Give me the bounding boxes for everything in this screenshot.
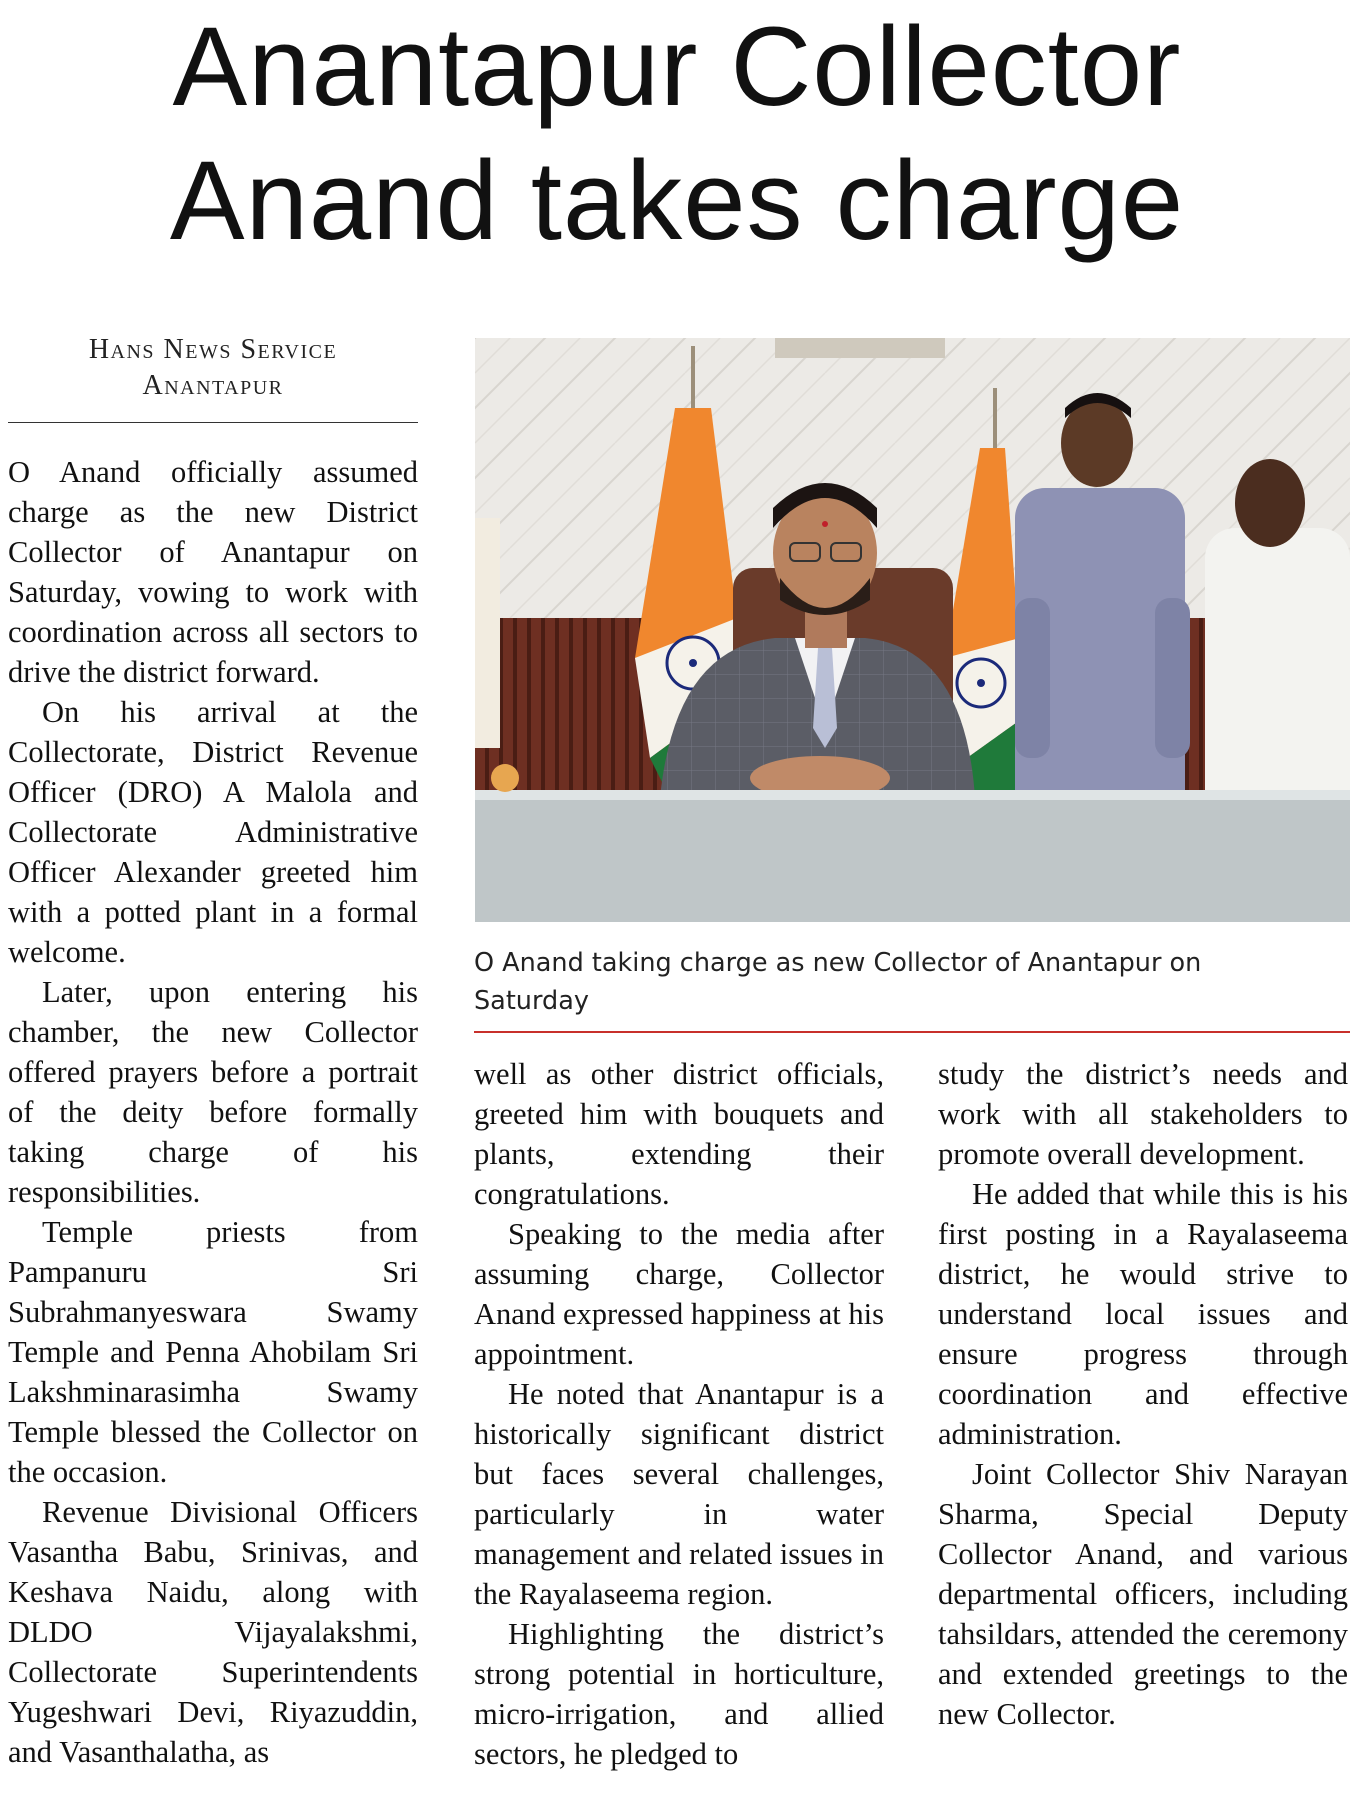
byline-divider (8, 422, 418, 423)
paragraph: O Anand officially assumed charge as the new District Collector of Anantapur on Saturday, vowing to work with coordination across all sectors to drive the district forward. (8, 455, 418, 689)
byline-location: Anantapur (142, 370, 284, 401)
paragraph: Highlighting the district’s strong potential in horticulture, micro-irrigation, and allied sectors, he pledged to (474, 1617, 884, 1771)
article-photo (475, 338, 1350, 922)
article-column-3 (938, 1054, 1348, 1814)
photo-caption: O Anand taking charge as new Collector of Anantapur on Saturday (474, 948, 1202, 1016)
photo-illustration (475, 338, 1350, 922)
article-column-1 (8, 452, 418, 1814)
paragraph: Revenue Divisional Officers Vasantha Babu, Srinivas, and Keshava Naidu, along with DLDO Vijayalakshmi, Collectorate Superintendents Yugeshwari Devi, Riyazuddin, and Vasanthalatha, as (8, 1495, 418, 1769)
caption-divider (474, 1031, 1350, 1033)
headline-line-1: Anantapur Collector (172, 4, 1182, 129)
paragraph: He noted that Anantapur is a historically significant district but faces several challenges, particularly in water management and related issues in the Rayalaseema region. (474, 1377, 884, 1611)
byline (8, 332, 418, 404)
paragraph: well as other district officials, greeted him with bouquets and plants, extending their congratulations. (474, 1057, 884, 1211)
paragraph: study the district’s needs and work with all stakeholders to promote overall development. (938, 1057, 1348, 1171)
paragraph: Temple priests from Pampanuru Sri Subrahmanyeswara Swamy Temple and Penna Ahobilam Sri Lakshminarasimha Swamy Temple blessed the Collector on the occasion. (8, 1215, 418, 1489)
paragraph: On his arrival at the Collectorate, District Revenue Officer (DRO) A Malola and Collectorate Administrative Officer Alexander greeted him with a potted plant in a formal welcome. (8, 695, 418, 969)
paragraph: Later, upon entering his chamber, the new Collector offered prayers before a portrait of the deity before formally taking charge of his responsibilities. (8, 975, 418, 1209)
paragraph: Joint Collector Shiv Narayan Sharma, Special Deputy Collector Anand, and various departmental officers, including tahsildars, attended the ceremony and extended greetings to the new Collector. (938, 1457, 1348, 1731)
paragraph: Speaking to the media after assuming charge, Collector Anand expressed happiness at his appointment. (474, 1217, 884, 1371)
paragraph: He added that while this is his first posting in a Rayalaseema district, he would strive to understand local issues and ensure progress through coordination and effective administration. (938, 1177, 1348, 1451)
headline (0, 0, 1354, 269)
headline-line-2: Anand takes charge (169, 138, 1185, 264)
article-column-2 (474, 1054, 884, 1814)
byline-agency: Hans News Service (88, 334, 338, 365)
